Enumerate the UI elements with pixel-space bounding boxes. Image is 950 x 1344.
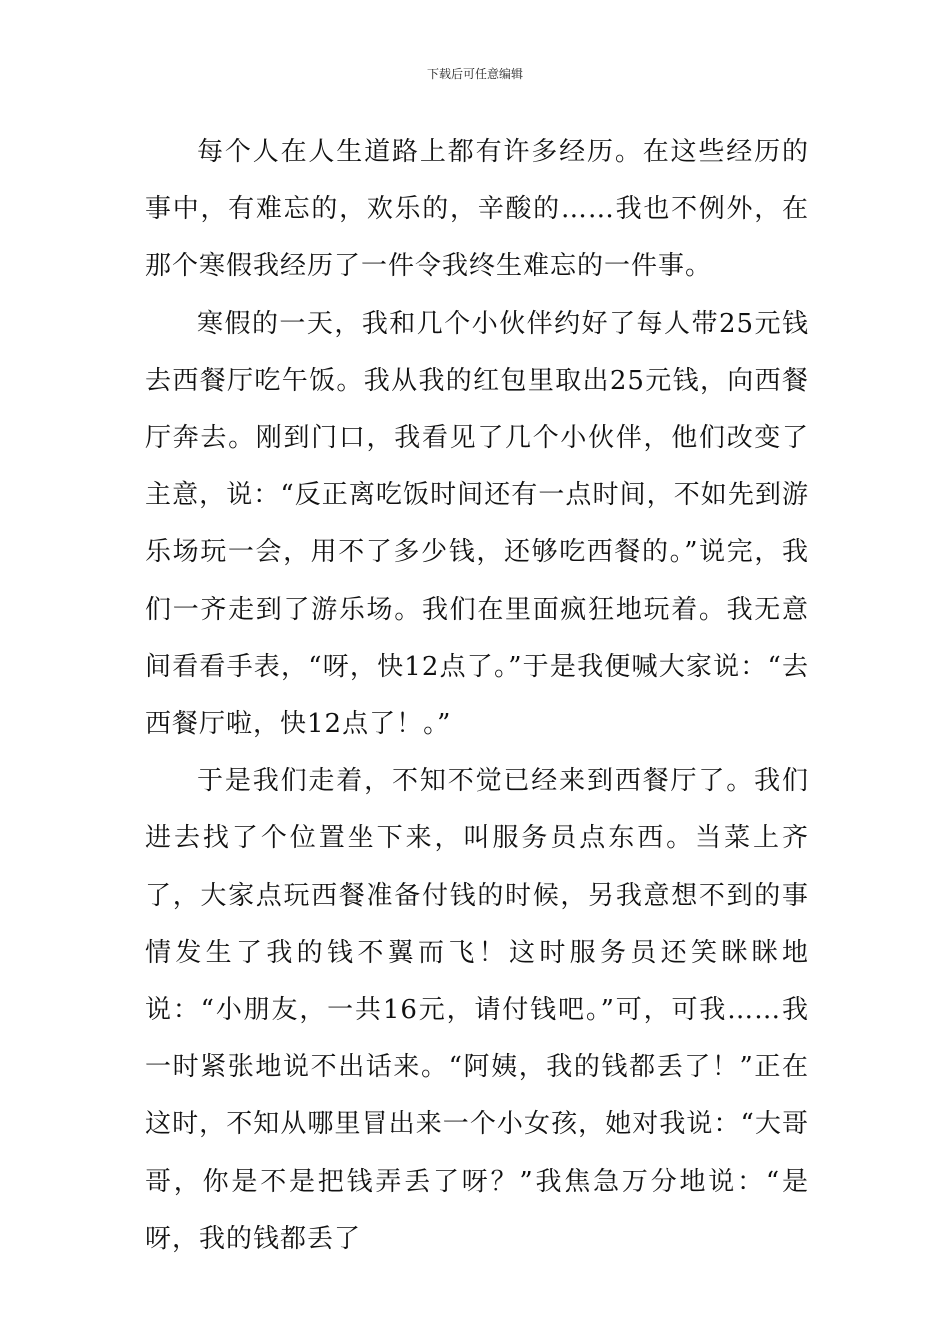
- paragraph-1: 每个人在人生道路上都有许多经历。在这些经历的事中，有难忘的，欢乐的，辛酸的……我也不例外，在那个寒假我经历了一件令我终生难忘的一件事。: [145, 137, 809, 282]
- document-body: [145, 124, 809, 1268]
- page-header: 下载后可任意编辑: [426, 67, 523, 81]
- paragraph-3: 于是我们走着，不知不觉已经来到西餐厅了。我们进去找了个位置坐下来，叫服务员点东西。当菜上齐了，大家点玩西餐准备付钱的时候，另我意想不到的事情发生了我的钱不翼而飞！这时服务员还笑眯眯地说：“小朋友，一共16元，请付钱吧。”可，可我……我一时紧张地说不出话来。“阿姨，我的钱都丢了！”正在这时，不知从哪里冒出来一个小女孩，她对我说：“大哥哥，你是不是把钱弄丢了呀？”我焦急万分地说：“是呀，我的钱都丢了: [145, 766, 809, 1254]
- paragraph-2: 寒假的一天，我和几个小伙伴约好了每人带25元钱去西餐厅吃午饭。我从我的红包里取出25元钱，向西餐厅奔去。刚到门口，我看见了几个小伙伴，他们改变了主意，说：“反正离吃饭时间还有一点时间，不如先到游乐场玩一会，用不了多少钱，还够吃西餐的。”说完，我们一齐走到了游乐场。我们在里面疯狂地玩着。我无意间看看手表，“呀，快12点了。”于是我便喊大家说：“去西餐厅啦，快12点了！。”: [145, 308, 809, 740]
